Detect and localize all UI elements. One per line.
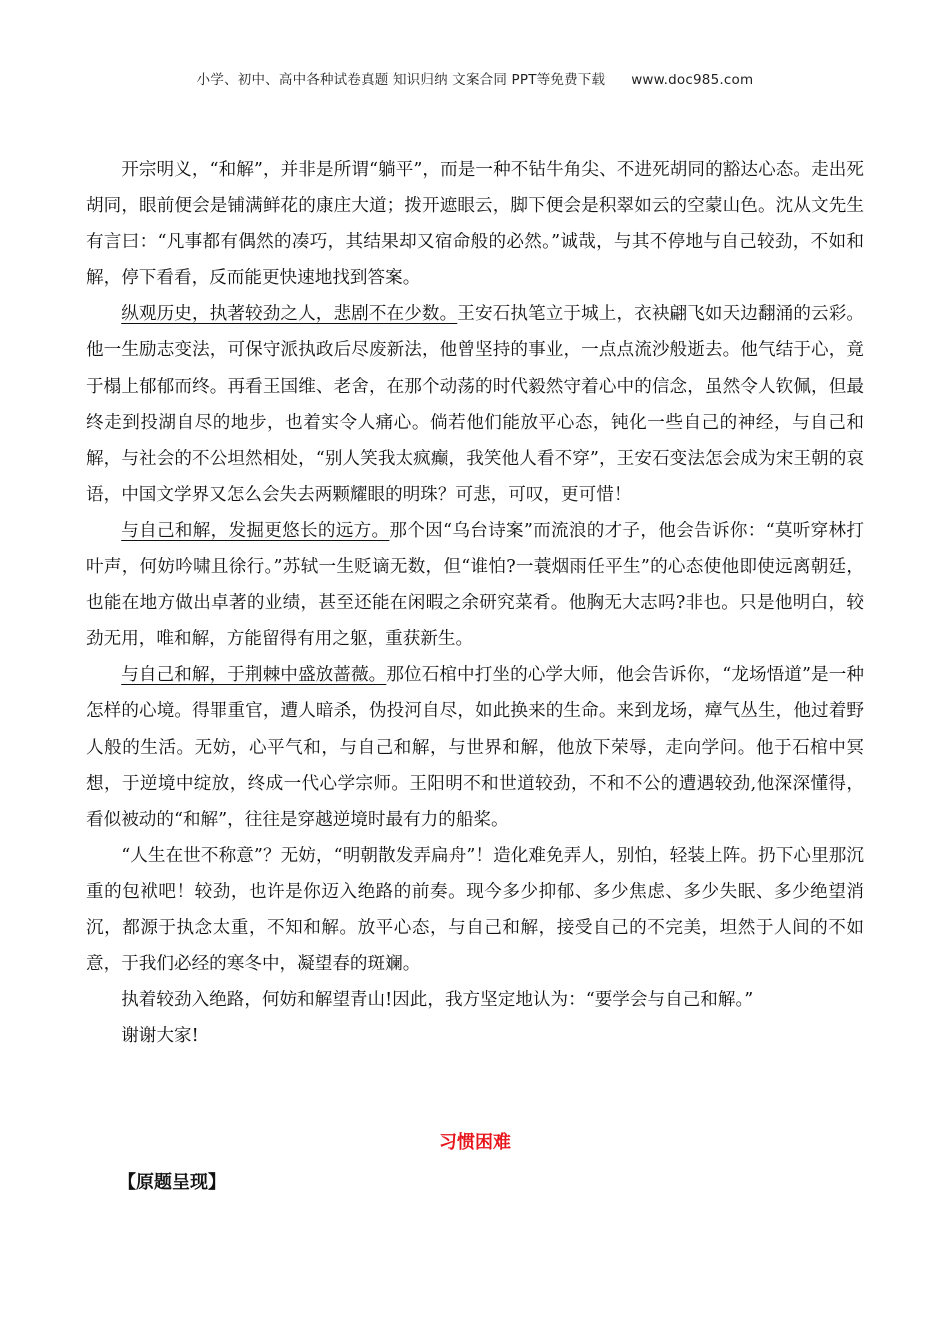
paragraph-1 [86,152,864,296]
page-header [0,68,950,88]
paragraph-2 [86,296,864,513]
paragraph-7-body: 谢谢大家! [121,1026,199,1047]
paragraph-6 [86,982,864,1018]
article-body [86,152,864,1054]
paragraph-2-lead: 纵观历史，执著较劲之人，悲剧不在少数。 [121,304,458,325]
paragraph-3 [86,513,864,657]
paragraph-7 [86,1018,864,1054]
paragraph-3-body: 那个因“乌台诗案”而流浪的才子，他会告诉你：“莫听穿林打叶声，何妨吟啸且徐行。”苏轼一生贬谪无数，但“谁怕?一蓑烟雨任平生”的心态使他即使远离朝廷，也能在地方做出卓著的业绩，甚至还能在闲暇之余研究菜肴。他胸无大志吗?非也。只是他明白，较劲无用，唯和解，方能留得有用之躯，重获新生。 [86,520,864,650]
paragraph-5-body: “人生在世不称意”？无妨，“明朝散发弄扁舟”！造化难免弄人，别怕，轻装上阵。扔下心里那沉重的包袱吧！较劲，也许是你迈入绝路的前奏。现今多少抑郁、多少焦虑、多少失眠、多少绝望消沉，都源于执念太重，不知和解。放平心态，与自己和解，接受自己的不完美，坦然于人间的不如意，于我们必经的寒冬中，凝望春的斑斓。 [86,845,864,975]
subsection-title: 【原题呈现】 [118,1172,226,1193]
header-url[interactable]: www.doc985.com [631,72,754,88]
paragraph-4-lead: 与自己和解，于荆棘中盛放蔷薇。 [121,665,387,686]
paragraph-3-lead: 与自己和解，发掘更悠长的远方。 [121,520,390,541]
paragraph-4-body: 那位石棺中打坐的心学大师，他会告诉你，“龙场悟道”是一种怎样的心境。得罪重官，遭人暗杀，伪投河自尽，如此换来的生命。来到龙场，瘴气丛生，他过着野人般的生活。无妨，心平气和，与自己和解，与世界和解，他放下荣辱，走向学问。他于石棺中冥想，于逆境中绽放，终成一代心学宗师。王阳明不和世道较劲，不和不公的遭遇较劲,他深深懂得，看似被动的“和解”，往往是穿越逆境时最有力的船桨。 [86,665,864,830]
header-text: 小学、初中、高中各种试卷真题 知识归纳 文案合同 PPT等免费下载 [196,72,606,88]
section-title: 习惯困难 [439,1132,511,1153]
paragraph-1-body: 开宗明义，“和解”，并非是所谓“躺平”，而是一种不钻牛角尖、不进死胡同的豁达心态。走出死胡同，眼前便会是铺满鲜花的康庄大道；拨开遮眼云，脚下便会是积翠如云的空蒙山色。沈从文先生有言曰：“凡事都有偶然的凑巧，其结果却又宿命般的必然。”诚哉，与其不停地与自己较劲，不如和解，停下看看，反而能更快速地找到答案。 [86,160,864,289]
paragraph-2-body: 王安石执笔立于城上，衣袂翩飞如天边翻涌的云彩。他一生励志变法，可保守派执政后尽废新法，他曾坚持的事业，一点点流沙般逝去。他气结于心，竟于榻上郁郁而终。再看王国维、老舍，在那个动荡的时代毅然守着心中的信念，虽然令人钦佩，但最终走到投湖自尽的地步，也着实令人痛心。倘若他们能放平心态，钝化一些自己的神经，与自己和解，与社会的不公坦然相处，“别人笑我太疯癫，我笑他人看不穿”，王安石变法怎会成为宋王朝的哀语，中国文学界又怎么会失去两颗耀眼的明珠？可悲，可叹，更可惜！ [86,304,864,505]
paragraph-4 [86,657,864,837]
paragraph-5 [86,838,864,982]
paragraph-6-body: 执着较劲入绝路，何妨和解望青山!因此，我方坚定地认为：“要学会与自己和解。” [121,990,754,1011]
